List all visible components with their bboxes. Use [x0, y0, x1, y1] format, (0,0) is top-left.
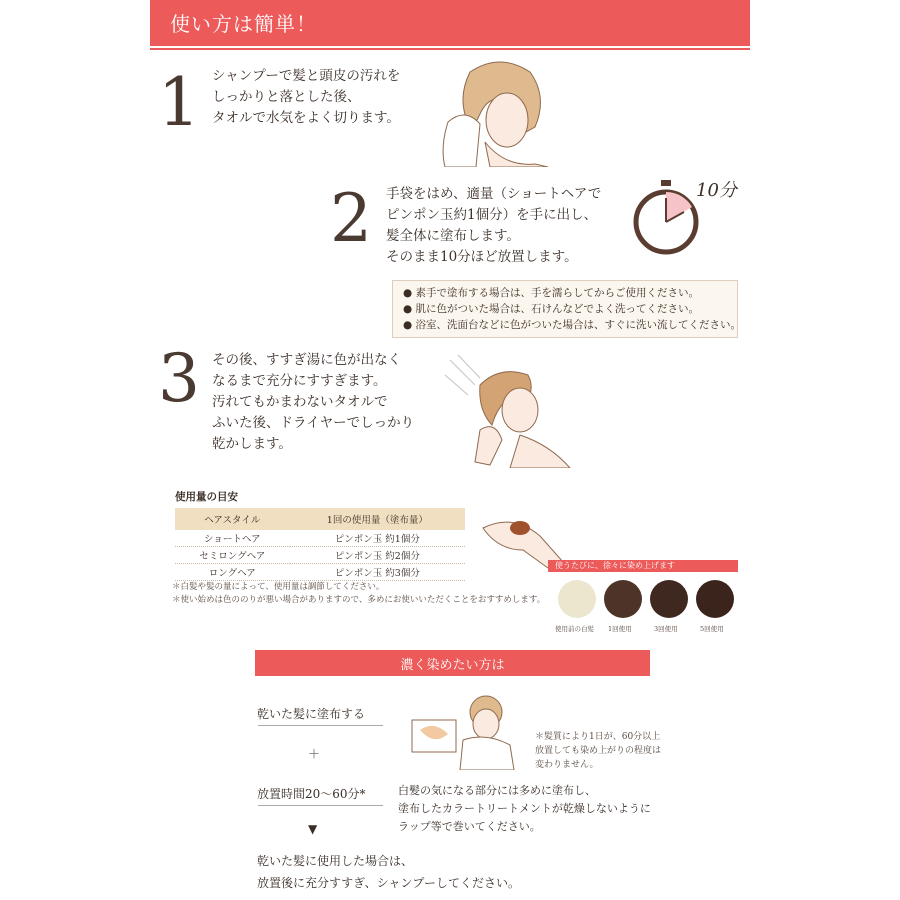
step-b-underline [258, 805, 383, 806]
down-arrow: ▼ [308, 822, 318, 836]
step-1-number: 1 [158, 64, 200, 141]
usage-cell: セミロングヘア [175, 547, 290, 564]
header-underline [150, 48, 750, 50]
usage-header-style: ヘアスタイル [175, 508, 290, 530]
caution-note: ● 素手で塗布する場合は、手を濡らしてからご使用ください。 [403, 287, 699, 299]
page-title: 使い方は簡単！ [170, 12, 317, 36]
caution-notes [392, 280, 741, 338]
usage-cell: ピンポン玉 約1個分 [290, 530, 465, 547]
swatch-title: 使うたびに、徐々に染め上げます [555, 561, 675, 570]
intense-side-note: ＊髪質により1日が、60分以上 放置しても染め上がりの程度は 変わりません。 [535, 732, 662, 770]
woman-rinsing-illustration [440, 350, 575, 468]
caution-note: ● 浴室、洗面台などに色がついた場合は、すぐに洗い流してください。 [403, 319, 741, 331]
intense-title: 濃く染めたい方は [400, 658, 505, 673]
intense-step-b: 放置時間20～60分* [257, 787, 366, 801]
table-row [175, 530, 465, 547]
step-a-underline [258, 725, 383, 726]
usage-header-amount: 1回の使用量（塗布量） [290, 508, 465, 530]
swatch-3-uses [650, 580, 688, 618]
intense-step-a: 乾いた髪に塗布する [257, 707, 366, 721]
intense-tip: 白髪の気になる部分には多めに塗布し、 塗布したカラートリートメントが乾燥しないように ラップ等で巻いてください。 [398, 784, 651, 833]
swatch-label-5: 5回使用 [700, 625, 724, 633]
usage-cell: ピンポン玉 約2個分 [290, 547, 465, 564]
usage-table [175, 508, 465, 581]
intense-final: 乾いた髪に使用した場合は、 放置後に充分すすぎ、シャンプーしてください。 [257, 854, 521, 890]
woman-towel-illustration [430, 52, 560, 167]
swatch-5-uses [696, 580, 734, 618]
step-2-number: 2 [330, 180, 372, 257]
usage-cell: ロングヘア [175, 564, 290, 581]
caution-note: ● 肌に色がついた場合は、石けんなどでよく洗ってください。 [403, 303, 699, 315]
step-3-number: 3 [158, 340, 200, 417]
step-2-text: 手袋をはめ、適量（ショートヘアで ピンポン玉約1個分）を手に出し、 髪全体に塗布します。 そのまま10分ほど放置します。 [386, 186, 602, 265]
swatch-label-1: 1回使用 [608, 625, 632, 633]
swatch-before [558, 580, 596, 618]
step-3-text: その後、すすぎ湯に色が出なく なるまで充分にすすぎます。 汚れてもかまわないタオルで ふいた後、ドライヤーでしっかり 乾かします。 [212, 352, 415, 452]
usage-cell: ピンポン玉 約3個分 [290, 564, 465, 581]
plus-sign: ＋ [308, 747, 321, 761]
usage-title: 使用量の目安 [175, 491, 238, 503]
table-row [175, 547, 465, 564]
usage-note-2: ＊使い始めは色ののりが悪い場合がありますので、多めにお使いいただくことをおすすめします。 [172, 595, 546, 605]
step-1-text: シャンプーで髪と頭皮の汚れを しっかりと落とした後、 タオルで水気をよく切ります。 [212, 68, 401, 126]
usage-cell: ショートヘア [175, 530, 290, 547]
woman-wrapped-illustration [408, 690, 518, 770]
table-row [175, 564, 465, 581]
timer-icon [630, 178, 705, 258]
swatch-label-3: 3回使用 [654, 625, 678, 633]
swatch-label-before: 使用前の白髪 [555, 625, 594, 633]
timer-label: 10分 [696, 180, 737, 201]
usage-note-1: ＊白髪や髪の量によって、使用量は調節してください。 [172, 582, 385, 592]
swatch-1-use [604, 580, 642, 618]
